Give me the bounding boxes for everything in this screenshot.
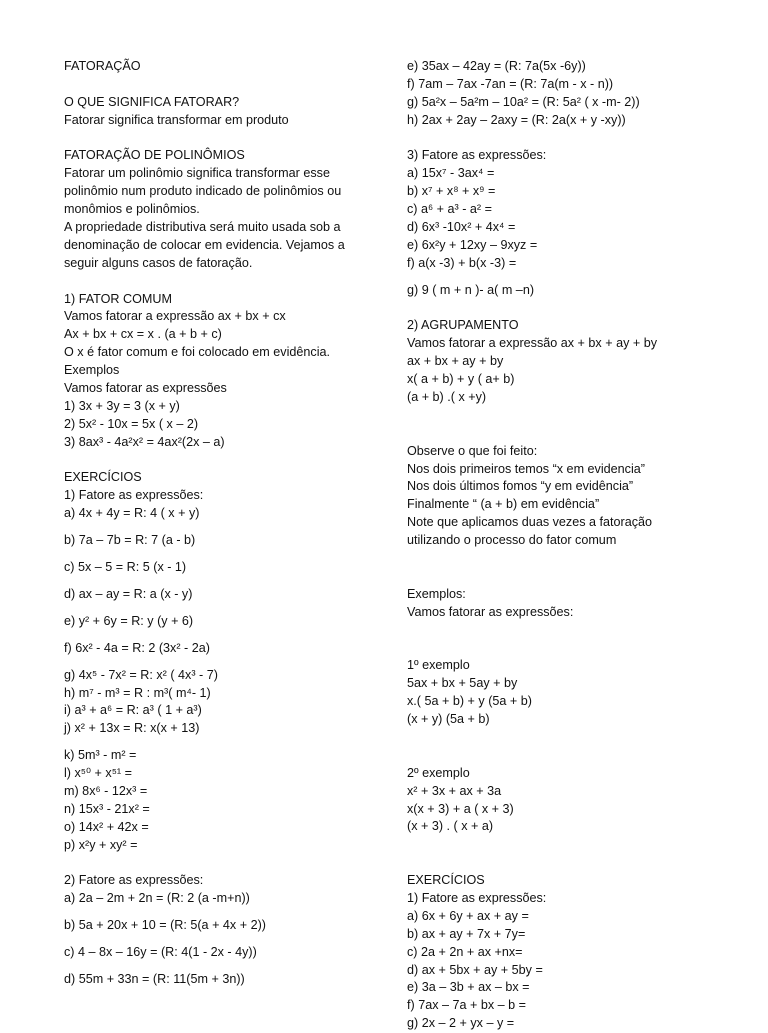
exercise-item: b) 5a + 20x + 10 = (R: 5(a + 4x + 2)) bbox=[64, 918, 266, 933]
exercise-item: b) x⁷ + x⁸ + x⁹ = bbox=[407, 184, 496, 199]
fator-line: Ax + bx + cx = x . (a + b + c) bbox=[64, 327, 222, 342]
fator-line: O x é fator comum e foi colocado em evidência. bbox=[64, 345, 330, 360]
exercise-item: f) a(x -3) + b(x -3) = bbox=[407, 255, 517, 270]
exercise-item: e) y² + 6y = R: y (y + 6) bbox=[64, 613, 194, 628]
exercise-item: h) m⁷ - m³ = R : m³( m⁴- 1) bbox=[64, 685, 211, 700]
poly-heading: FATORAÇÃO DE POLINÔMIOS bbox=[64, 148, 245, 163]
observation-line: Finalmente “ (a + b) em evidência” bbox=[407, 497, 600, 512]
exercise-item: f) 7am – 7ax -7an = (R: 7a(m - x - n)) bbox=[407, 76, 614, 91]
exercise-item: l) x⁵⁰ + x⁵¹ = bbox=[64, 766, 132, 781]
exercise-item: d) 6x³ -10x² + 4x⁴ = bbox=[407, 220, 516, 235]
exercise-item: k) 5m³ - m² = bbox=[64, 748, 137, 763]
exercise-item: b) 7a – 7b = R: 7 (a - b) bbox=[64, 533, 196, 548]
question-answer: Fatorar significa transformar em produto bbox=[64, 112, 289, 127]
agrupamento-heading: 2) AGRUPAMENTO bbox=[407, 318, 519, 333]
examples-line: Exemplos: bbox=[407, 586, 466, 601]
exercise-item: o) 14x² + 42x = bbox=[64, 819, 149, 834]
fator-comum-heading: 1) FATOR COMUM bbox=[64, 291, 172, 306]
exercise-item: d) ax – ay = R: a (x - y) bbox=[64, 586, 193, 601]
observation-line: Observe o que foi feito: bbox=[407, 443, 538, 458]
exercise-item: a) 15x⁷ - 3ax⁴ = bbox=[407, 166, 495, 181]
exercise-item: e) 3a – 3b + ax – bx = bbox=[407, 980, 530, 995]
exercise-item: g) 2x – 2 + yx – y = bbox=[407, 1016, 515, 1031]
fator-line: 3) 8ax³ - 4a²x² = 4ax²(2x – a) bbox=[64, 434, 225, 449]
exercise-item: f) 6x² - 4a = R: 2 (3x² - 2a) bbox=[64, 640, 210, 655]
fator-line: 1) 3x + 3y = 3 (x + y) bbox=[64, 398, 180, 413]
agrupamento-line: ax + bx + ay + by bbox=[407, 354, 504, 369]
exercise3-heading: 3) Fatore as expressões: bbox=[407, 148, 547, 163]
question-heading: O QUE SIGNIFICA FATORAR? bbox=[64, 94, 240, 109]
examples-line: Vamos fatorar as expressões: bbox=[407, 604, 574, 619]
example2-line: (x + 3) . ( x + a) bbox=[407, 819, 494, 834]
exercise-item: j) x² + 13x = R: x(x + 13) bbox=[64, 721, 200, 736]
fator-line: Vamos fatorar a expressão ax + bx + cx bbox=[64, 309, 286, 324]
observation-line: utilizando o processo do fator comum bbox=[407, 533, 617, 548]
exercise-item: c) 2a + 2n + ax +nx= bbox=[407, 944, 523, 959]
exercise-item: g) 9 ( m + n )- a( m –n) bbox=[407, 282, 535, 297]
example1-line: 1º exemplo bbox=[407, 658, 470, 673]
example2-line: x² + 3x + ax + 3a bbox=[407, 783, 502, 798]
exercises2-heading: EXERCÍCIOS bbox=[407, 873, 485, 888]
poly-text-line: Fatorar um polinômio significa transformar esse bbox=[64, 166, 330, 181]
poly-text-line: polinômio num produto indicado de polinômios ou bbox=[64, 184, 342, 199]
fator-line: Vamos fatorar as expressões bbox=[64, 381, 227, 396]
doc-title: FATORAÇÃO bbox=[64, 59, 141, 73]
example1-line: 5ax + bx + 5ay + by bbox=[407, 676, 518, 691]
example1-line: (x + y) (5a + b) bbox=[407, 712, 490, 727]
exercise-item: m) 8x⁶ - 12x³ = bbox=[64, 783, 148, 798]
exercise-item: c) 4 – 8x – 16y = (R: 4(1 - 2x - 4y)) bbox=[64, 945, 257, 960]
poly-text-line: monômios e polinômios. bbox=[64, 202, 200, 217]
right-column bbox=[407, 58, 747, 1033]
fator-line: Exemplos bbox=[64, 363, 120, 378]
exercise-item: 1) Fatore as expressões: bbox=[407, 890, 547, 905]
poly-text-line: seguir alguns casos de fatoração. bbox=[64, 255, 253, 270]
exercises-heading: EXERCÍCIOS bbox=[64, 470, 142, 485]
exercise-item: c) a⁶ + a³ - a² = bbox=[407, 202, 492, 217]
exercise2-heading: 2) Fatore as expressões: bbox=[64, 873, 204, 888]
exercise-item: n) 15x³ - 21x² = bbox=[64, 801, 150, 816]
exercise-item: h) 2ax + 2ay – 2axy = (R: 2a(x + y -xy)) bbox=[407, 112, 626, 127]
example2-line: 2º exemplo bbox=[407, 765, 470, 780]
agrupamento-line: x( a + b) + y ( a+ b) bbox=[407, 372, 515, 387]
exercise-item: f) 7ax – 7a + bx – b = bbox=[407, 998, 527, 1013]
observation-line: Nos dois primeiros temos “x em evidencia” bbox=[407, 461, 645, 476]
exercise-item: p) x²y + xy² = bbox=[64, 837, 138, 852]
exercise-item: c) 5x – 5 = R: 5 (x - 1) bbox=[64, 560, 187, 575]
exercise-item: a) 6x + 6y + ax + ay = bbox=[407, 908, 529, 923]
agrupamento-line: Vamos fatorar a expressão ax + bx + ay + by bbox=[407, 336, 658, 351]
exercise-item: d) 55m + 33n = (R: 11(5m + 3n)) bbox=[64, 971, 245, 986]
left-column bbox=[64, 58, 384, 989]
exercise-item: d) ax + 5bx + ay + 5by = bbox=[407, 962, 543, 977]
exercise-item: e) 6x²y + 12xy – 9xyz = bbox=[407, 237, 538, 252]
exercise-item: g) 5a²x – 5a²m – 10a² = (R: 5a² ( x -m- 2)) bbox=[407, 94, 640, 109]
example1-line: x.( 5a + b) + y (5a + b) bbox=[407, 694, 532, 709]
exercise-item: b) ax + ay + 7x + 7y= bbox=[407, 926, 526, 941]
poly-text-line: A propriedade distributiva será muito usada sob a bbox=[64, 220, 341, 235]
observation-line: Nos dois últimos fomos “y em evidência” bbox=[407, 479, 634, 494]
exercise1-heading: 1) Fatore as expressões: bbox=[64, 488, 204, 503]
exercise-item: i) a³ + a⁶ = R: a³ ( 1 + a³) bbox=[64, 703, 202, 718]
exercise-item: a) 4x + 4y = R: 4 ( x + y) bbox=[64, 506, 200, 521]
fator-line: 2) 5x² - 10x = 5x ( x – 2) bbox=[64, 416, 199, 431]
exercise-item: g) 4x⁵ - 7x² = R: x² ( 4x³ - 7) bbox=[64, 667, 218, 682]
example2-line: x(x + 3) + a ( x + 3) bbox=[407, 801, 514, 816]
exercise-item: e) 35ax – 42ay = (R: 7a(5x -6y)) bbox=[407, 59, 586, 73]
poly-text-line: denominação de colocar em evidencia. Vejamos a bbox=[64, 237, 345, 252]
observation-line: Note que aplicamos duas vezes a fatoração bbox=[407, 515, 653, 530]
exercise-item: a) 2a – 2m + 2n = (R: 2 (a -m+n)) bbox=[64, 891, 250, 906]
agrupamento-line: (a + b) .( x +y) bbox=[407, 390, 487, 405]
